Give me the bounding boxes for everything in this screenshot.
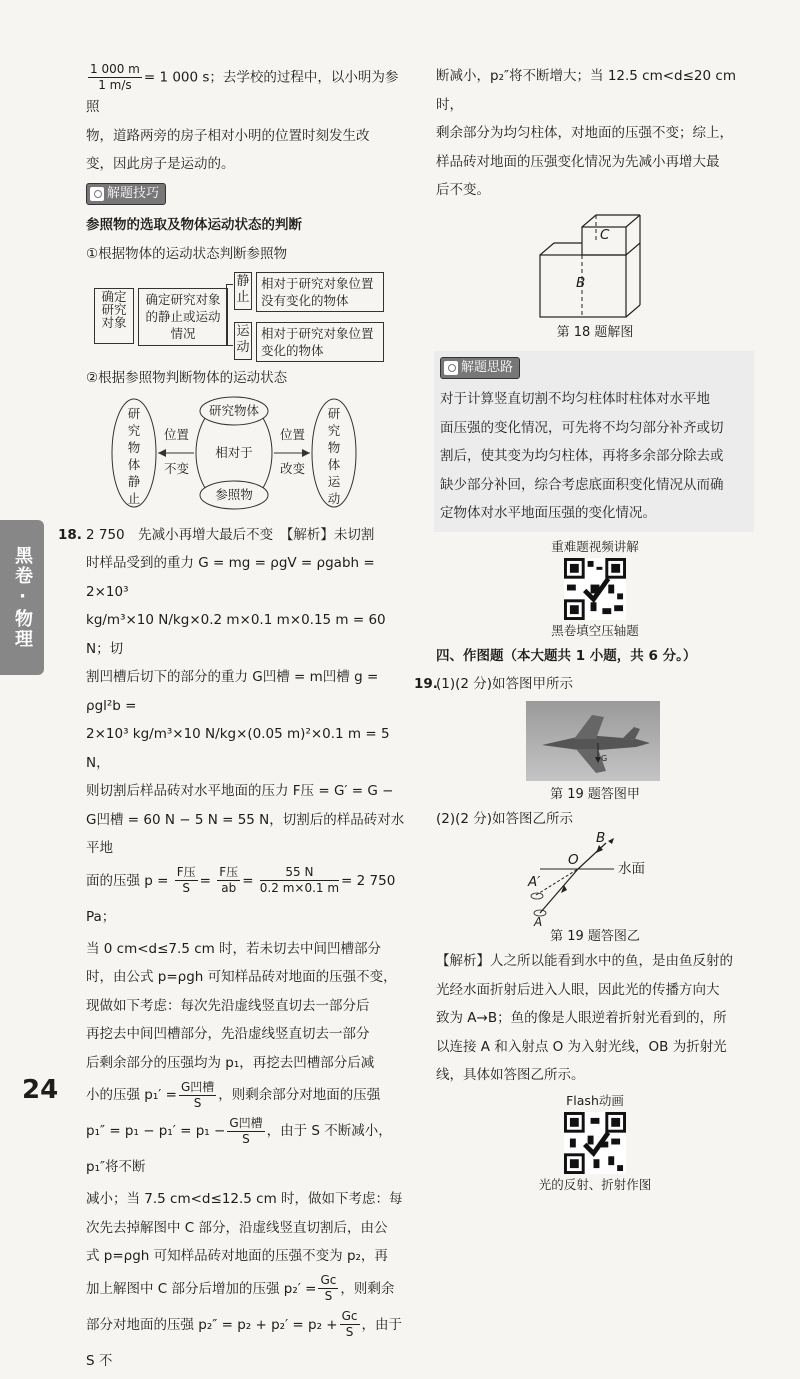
tips-tag: 解题技巧 [86, 183, 166, 205]
figure-18-caption: 第 18 题解图 [556, 324, 634, 340]
q18-continued-line: 后不变。 [436, 182, 490, 198]
q18-continued-line: 样品砖对地面的压强变化情况为先减小再增大最 [436, 153, 720, 170]
diagram-right-moving: 研究物体运动 [327, 405, 341, 506]
figure-18-label-b: B [576, 274, 586, 291]
tips-heading: 参照物的选取及物体运动状态的判断 [86, 217, 302, 233]
motion-state-diagram [86, 395, 408, 513]
q18-line: 式 p=ρgh 可知样品砖对地面的压强不变为 p₂，再 [86, 1248, 388, 1264]
q18-p2-line: 加上解图中 C 部分后增加的压强 p₂′ = $\frac{Gc}{S}$ ，则剩余 [86, 1273, 395, 1303]
figure-19a [526, 701, 660, 781]
figure-19a-caption: 第 19 题答图甲 [550, 786, 640, 802]
right-column [414, 62, 754, 1194]
fighter-jet-image [526, 701, 660, 781]
q19-part-1: (1)(2 分)如答图甲所示 [436, 676, 574, 692]
thinking-line: 面压强的变化情况，可先将不均匀部分补齐或切 [440, 419, 724, 436]
q18-line: kg/m³×10 N/kg×0.2 m×0.1 m×0.15 m = 60 N；切 [86, 612, 386, 657]
thinking-line: 定物体对水平地面压强的变化情况。 [440, 505, 656, 521]
diagram-bottom-reference: 参照物 [215, 486, 253, 502]
time-fraction: $\frac{1 000 m}{1 m/s}$ [90, 62, 140, 92]
intro-line-1: $\frac{1 000 m}{1 m/s}$ = 1 000 s；去学校的过程中，以小明为参照 [86, 62, 399, 115]
q18-pressure-line: 面的压强 p = $\frac{\text{F压}}{S}$ = $\frac{\text{F压}}{ab}$ = $\frac{55 N}{0.2 m\times 0.1 m}$ = 2 750 Pa； [86, 865, 396, 925]
figure-18 [436, 211, 754, 351]
intro-line-2: 物，道路两旁的房子相对小明的位置时刻发生改 [86, 127, 370, 144]
diagram-pos-left-1: 位置 [164, 426, 190, 442]
page-number: 24 [22, 1075, 59, 1105]
question-19-number: 19. [414, 676, 438, 692]
q19-part-2: (2)(2 分)如答图乙所示 [436, 810, 574, 827]
q18-line: 2×10³ kg/m³×10 N/kg×(0.05 m)²×0.1 m = 5 N， [86, 726, 390, 771]
q18-line: 再挖去中间凹槽部分，先沿虚线竖直切去一部分 [86, 1026, 370, 1042]
analysis-line: 光经水面折射后进入人眼，因此光的传播方向大 [436, 981, 720, 998]
intro-line-3: 变，因此房子是运动的。 [86, 156, 235, 172]
diagram-top-object: 研究物体 [208, 402, 259, 418]
section-four-heading: 四、作图题（本大题共 1 小题，共 6 分。） [436, 647, 697, 664]
q18-p1-line: 小的压强 p₁′ = $\frac{\text{G凹槽}}{S}$ ，则剩余部分对地面的压强 [86, 1079, 381, 1110]
q18-continued-line: 断减小，p₂″将不断增大；当 12.5 cm<d≤20 cm 时， [436, 68, 736, 113]
q18-line: 割凹槽后切下的部分的重力 G凹槽 = m凹槽 g = ρgl²b = [86, 669, 379, 714]
figure-19b-label-b: B [596, 830, 606, 846]
analysis-line: 线，具体如答图乙所示。 [436, 1067, 585, 1083]
reference-selection-diagram [86, 270, 408, 360]
figure-19b-label-o: O [568, 852, 579, 868]
diagram-pos-right-1: 位置 [280, 426, 306, 442]
diagram-label-static: 静止 [234, 272, 252, 310]
q18-line: 时样品受到的重力 G = mg = ρgV = ρgabh = 2×10³ [86, 555, 375, 600]
tips-item-2: ②根据参照物判断物体的运动状态 [86, 370, 288, 386]
thinking-tag: 解题思路 [440, 357, 520, 379]
qr1-bottom-caption: 黑卷填空压轴题 [551, 622, 639, 638]
q18-line: 2 750 先减小再增大最后不变 【解析】未切割 [86, 526, 375, 543]
figure-19b-caption: 第 19 题答图乙 [550, 929, 640, 944]
q18-line: 减小；当 7.5 cm<d≤12.5 cm 时，做如下考虑：每 [86, 1191, 403, 1207]
q18-line: 则切割后样品砖对水平地面的压力 F压 = G′ = G − [86, 783, 394, 799]
tips-item-1: ①根据物体的运动状态判断参照物 [86, 245, 288, 262]
diagram-box-state: 确定研究对象的静止或运动情况 [138, 288, 228, 346]
q18-line: 次先去掉解图中 C 部分，沿虚线竖直切割后，由公 [86, 1219, 388, 1236]
qr-block-1[interactable] [436, 538, 754, 640]
notebook-icon [444, 361, 458, 375]
question-19 [414, 670, 754, 699]
qr2-top-caption: Flash动画 [566, 1092, 624, 1108]
question-18 [58, 521, 408, 1379]
qr-code-icon[interactable] [564, 558, 626, 620]
q18-last-line: 部分对地面的压强 p₂″ = p₂ + p₂′ = p₂ + $\frac{Gc}{S}$ ，由于 S 不 [86, 1309, 403, 1369]
q18-line: 后剩余部分的压强均为 p₁，再挖去凹槽部分后减 [86, 1054, 375, 1071]
left-column [58, 62, 408, 1379]
qr-code-icon[interactable] [564, 1112, 626, 1174]
question-18-number: 18. [58, 526, 82, 543]
diagram-left-static: 研究物体静止 [127, 405, 141, 506]
figure-19b [436, 830, 754, 929]
refraction-diagram [436, 833, 754, 925]
diagram-pos-left-2: 不变 [164, 460, 190, 476]
q18-line: 时，由公式 p=ρgh 可知样品砖对地面的压强不变， [86, 969, 397, 985]
svg-text:G: G [601, 753, 608, 763]
q18-p1pp-line: p₁″ = p₁ − p₁′ = p₁ − $\frac{\text{G凹槽}}{S}$ ，由于 S 不断减小，p₁″将不断 [86, 1115, 392, 1175]
thinking-line: 割后，使其变为均匀柱体，再将多余部分除去或 [440, 448, 724, 464]
diagram-desc-moving: 相对于研究对象位置变化的物体 [256, 322, 384, 362]
diagram-center-relative: 相对于 [215, 444, 253, 460]
figure-19b-label-a: A [534, 915, 543, 929]
subject-side-tab: 黑卷·物理 [0, 520, 44, 675]
diagram-desc-static: 相对于研究对象位置没有变化的物体 [256, 272, 384, 312]
analysis-line: 【解析】人之所以能看到水中的鱼，是由鱼反射的 [436, 953, 733, 969]
figure-19b-label-water: 水面 [618, 861, 645, 877]
qr1-top-caption: 重难题视频讲解 [551, 538, 639, 554]
thinking-line: 缺少部分补回，综合考虑底面积变化情况从而确 [440, 476, 724, 493]
qr-block-2[interactable] [436, 1092, 754, 1194]
diagram-box-object: 确定研究对象 [94, 288, 134, 344]
analysis-line: 以连接 A 和入射点 O 为入射光线，OB 为折射光 [436, 1038, 727, 1055]
figure-19b-label-a-prime: A′ [528, 874, 541, 890]
q18-line: 现做如下考虑：每次先沿虚线竖直切去一部分后 [86, 997, 370, 1014]
q18-continued-line: 剩余部分为均匀柱体，对地面的压强不变；综上， [436, 125, 733, 141]
qr2-bottom-caption: 光的反射、折射作图 [538, 1176, 652, 1192]
q18-line: 当 0 cm<d≤7.5 cm 时，若未切去中间凹槽部分 [86, 940, 382, 957]
figure-18-drawing [436, 211, 754, 331]
thinking-line: 对于计算竖直切割不均匀柱体时柱体对水平地 [440, 391, 710, 407]
key-icon [90, 187, 104, 201]
thinking-panel [434, 351, 754, 532]
q18-line: G凹槽 = 60 N − 5 N = 55 N，切割后的样品砖对水平地 [86, 811, 405, 856]
diagram-bracket [226, 284, 233, 346]
figure-18-label-c: C [600, 226, 610, 243]
diagram-label-moving: 运动 [234, 322, 252, 360]
analysis-line: 致为 A→B；鱼的像是人眼逆着折射光看到的，所 [436, 1010, 727, 1026]
diagram-pos-right-2: 改变 [280, 460, 306, 476]
